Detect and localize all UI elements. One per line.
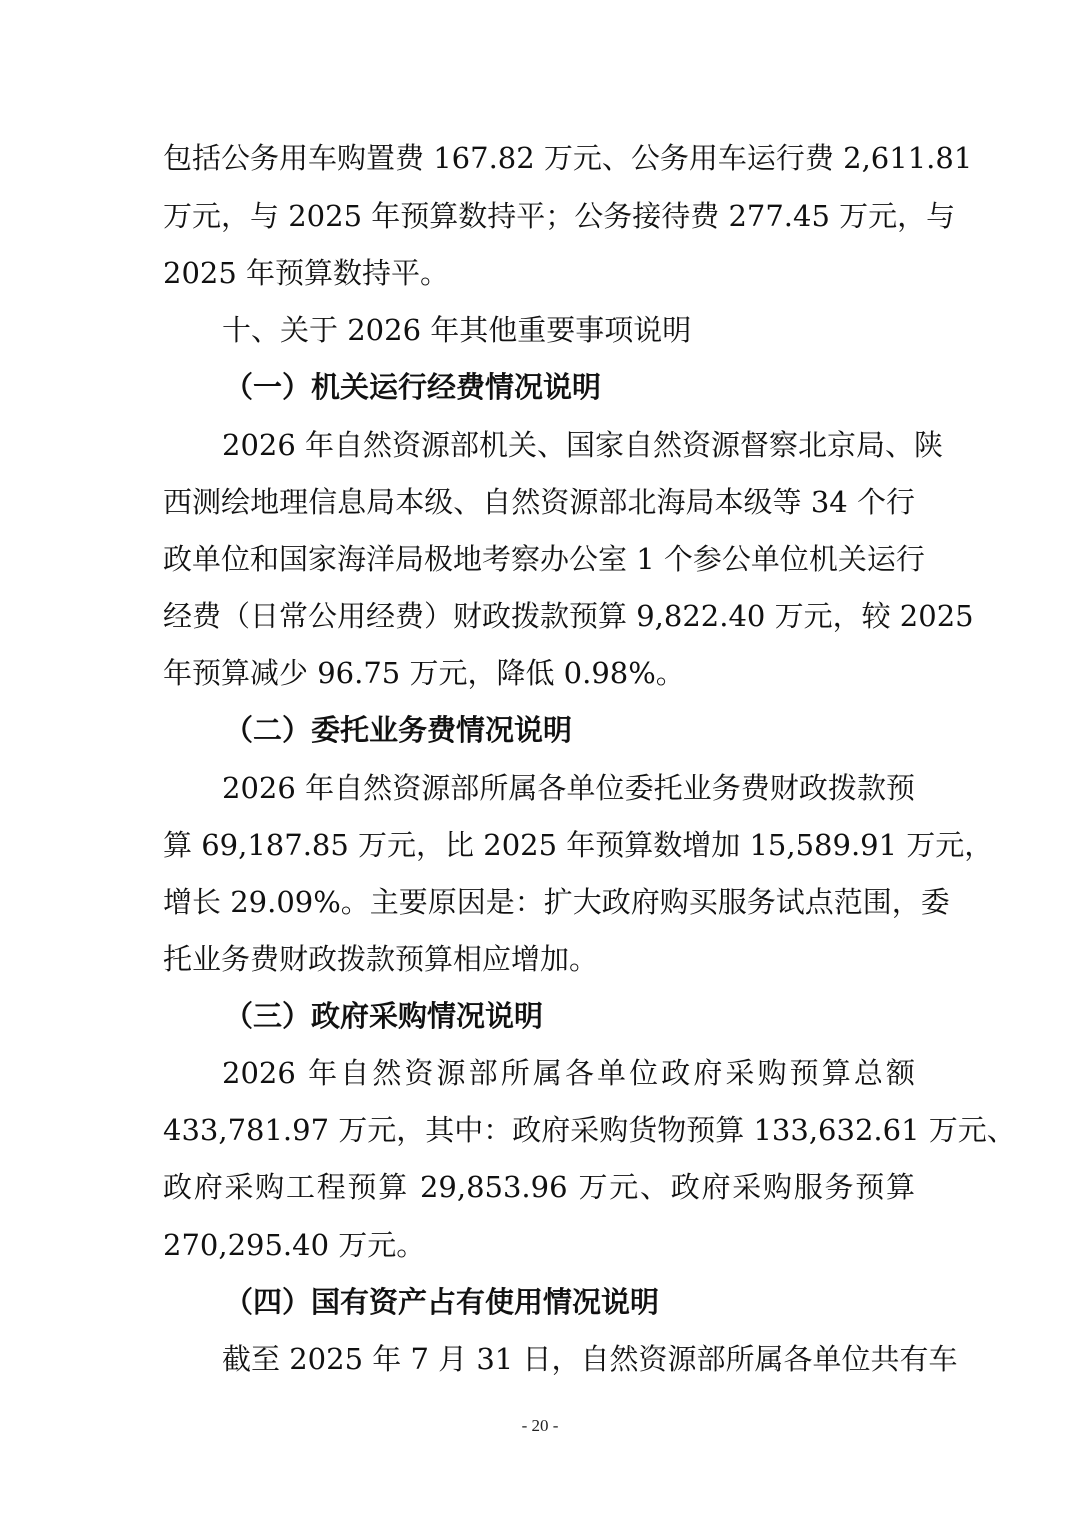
page-number: - 20 - <box>521 1416 559 1435</box>
body-text-line: 政单位和国家海洋局极地考察办公室 1 个参公单位机关运行 <box>163 542 925 576</box>
body-text-line: 截至 2025 年 7 月 31 日，自然资源部所属各单位共有车 <box>222 1342 958 1376</box>
section-ten-title: 十、关于 2026 年其他重要事项说明 <box>222 313 692 347</box>
subsection-title-two: （二）委托业务费情况说明 <box>224 713 573 747</box>
body-text-line: 年预算减少 96.75 万元，降低 0.98%。 <box>163 656 685 690</box>
body-text-line: 经费（日常公用经费）财政拨款预算 9,822.40 万元，较 2025 <box>163 599 974 633</box>
body-text-line: 2026 年自然资源部所属各单位政府采购预算总额 <box>222 1056 915 1090</box>
body-text-line: 2025 年预算数持平。 <box>163 256 450 290</box>
body-text-line: 万元，与 2025 年预算数持平；公务接待费 277.45 万元，与 <box>163 199 956 233</box>
subsection-title-four: （四）国有资产占有使用情况说明 <box>224 1285 660 1319</box>
body-text-line: 2026 年自然资源部所属各单位委托业务费财政拨款预 <box>222 771 915 805</box>
body-text-line: 270,295.40 万元。 <box>163 1228 426 1262</box>
body-text-line: 算 69,187.85 万元，比 2025 年预算数增加 15,589.91 万元， <box>163 828 994 862</box>
subsection-title-three: （三）政府采购情况说明 <box>224 999 544 1033</box>
body-text-line: 托业务费财政拨款预算相应增加。 <box>163 942 599 976</box>
body-text-line: 增长 29.09%。主要原因是：扩大政府购买服务试点范围，委 <box>163 885 950 919</box>
subsection-title-one: （一）机关运行经费情况说明 <box>224 370 602 404</box>
body-text-line: 西测绘地理信息局本级、自然资源部北海局本级等 34 个行 <box>163 485 915 519</box>
body-text-line: 433,781.97 万元，其中：政府采购货物预算 133,632.61 万元、 <box>163 1113 1016 1147</box>
body-text-line: 政府采购工程预算 29,853.96 万元、政府采购服务预算 <box>163 1170 915 1204</box>
body-text-line: 2026 年自然资源部机关、国家自然资源督察北京局、陕 <box>222 428 944 462</box>
body-text-line: 包括公务用车购置费 167.82 万元、公务用车运行费 2,611.81 <box>163 141 973 175</box>
